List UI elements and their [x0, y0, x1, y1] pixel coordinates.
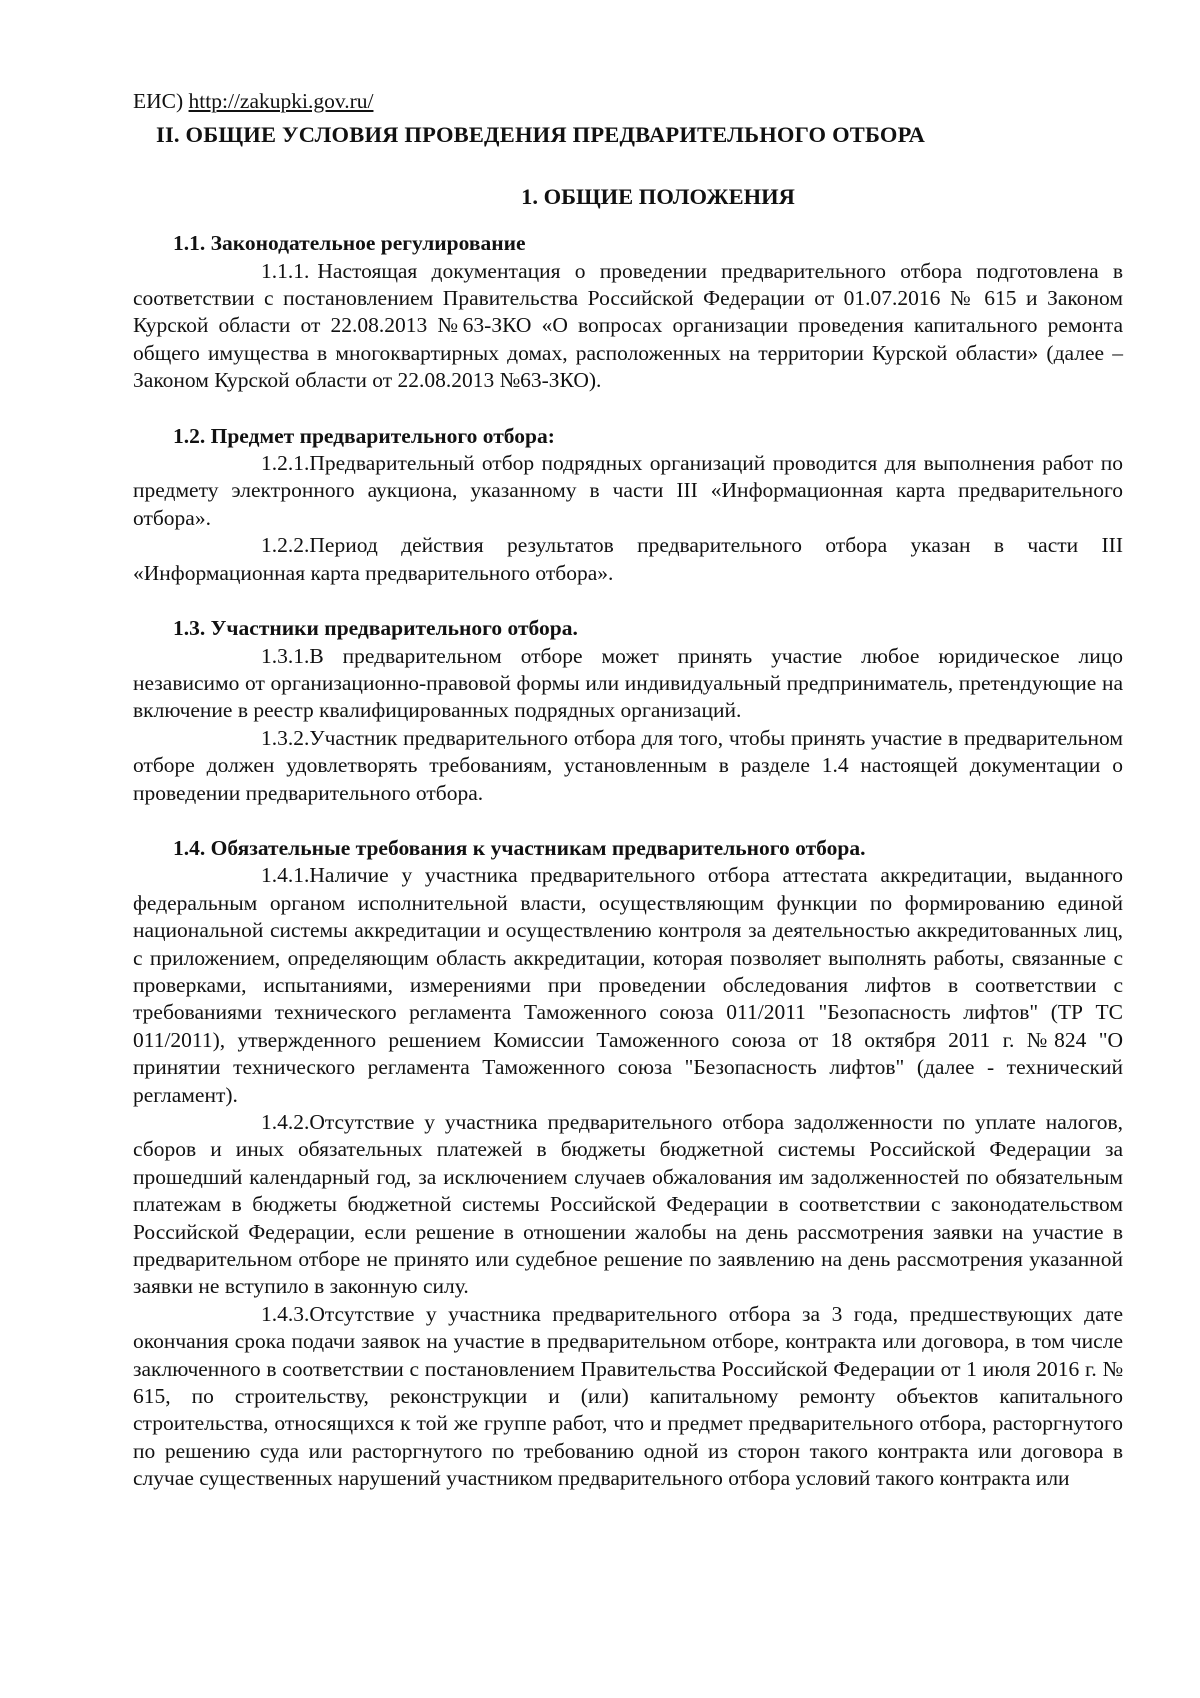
- header-prefix: ЕИС): [133, 89, 189, 113]
- part-title: II. ОБЩИЕ УСЛОВИЯ ПРОВЕДЕНИЯ ПРЕДВАРИТЕЛЬНОГО ОТБОРА: [156, 122, 926, 148]
- clause-number: 1.1.1.: [261, 258, 310, 283]
- eis-link[interactable]: http://zakupki.gov.ru/: [188, 89, 374, 113]
- clause-number: 1.4.2.: [261, 1110, 310, 1134]
- clause-text: Отсутствие у участника предварительного отбора за 3 года, предшествующих дате окончания срока подачи заявок на участие в предварительном отборе, контракта или договора, в том числе заключенного в соответствии с постановлением Правительства Российской Федерации от 1 июля 2016 г. № 615, по строительству, реконструкции и (или) капитальному ремонту объектов капитального строительства, относящихся к той же группе работ, что и предмет предварительного отбора, расторгнутого по решению суда или расторгнутого по требованию одной из сторон такого контракта или договора в случае существенных нарушений участником предварительного отбора условий такого контракта или: [133, 1301, 1123, 1491]
- document-content: [133, 88, 1123, 1493]
- clause-text: Период действия результатов предварительного отбора указан в части III «Информационная карта предварительного отбора».: [133, 533, 1123, 585]
- section-title: 1.3. Участники предварительного отбора.: [173, 616, 578, 641]
- clause-number: 1.4.3.: [261, 1301, 310, 1326]
- chapter-title: 1. ОБЩИЕ ПОЛОЖЕНИЯ: [521, 183, 795, 209]
- section-requirements: [133, 835, 1123, 1493]
- clause-1-2-1: [133, 450, 1123, 532]
- clause-text: Предварительный отбор подрядных организаций проводится для выполнения работ по предмету электронного аукциона, указанному в части III «Информационная карта предварительного отбора».: [133, 451, 1123, 530]
- clause-1-3-1: [133, 643, 1123, 725]
- clause-1-4-1: [133, 862, 1123, 1109]
- clause-text: Настоящая документация о проведении предварительного отбора подготовлена в соответствии с постановлением Правительства Российской Федерации от 01.07.2016 № 615 и Законом Курской области от 22.08.2013 №63-ЗКО «О вопросах организации проведения капитального ремонта общего имущества в многоквартирных домах, расположенных на территории Курской области» (далее – Законом Курской области от 22.08.2013 №63-ЗКО).: [133, 258, 1123, 393]
- section-legal-regulation: [133, 230, 1123, 394]
- section-participants: [133, 615, 1123, 807]
- clause-1-2-2: [133, 532, 1123, 587]
- section-title: 1.2. Предмет предварительного отбора:: [173, 423, 555, 448]
- clause-number: 1.4.1.: [261, 863, 310, 888]
- clause-number: 1.3.2.: [261, 725, 310, 750]
- clause-text: Отсутствие у участника предварительного отбора задолженности по уплате налогов, сборов и иных обязательных платежей в бюджеты бюджетной системы Российской Федерации за прошедший календарный год, за исключением случаев обжалования им задолженностей по обязательным платежам в бюджеты бюджетной системы Российской Федерации в соответствии с законодательством Российской Федерации, если решение в отношении жалобы на день рассмотрения заявки на участие в предварительном отборе не принято или судебное решение по заявлению на день рассмотрения указанной заявки не вступило в законную силу.: [133, 1110, 1123, 1299]
- clause-text: В предварительном отборе может принять участие любое юридическое лицо независимо от организационно-правовой формы или индивидуальный предприниматель, претендующие на включение в реестр квалифицированных подрядных организаций.: [133, 643, 1123, 723]
- clause-number: 1.3.1.: [261, 643, 310, 668]
- section-title: 1.4. Обязательные требования к участникам предварительного отбора.: [173, 835, 866, 860]
- clause-1-4-3: [133, 1301, 1123, 1493]
- header-line: [133, 88, 1123, 115]
- clause-text: Наличие у участника предварительного отбора аттестата аккредитации, выданного федеральным органом исполнительной власти, осуществляющим функции по формированию единой национальной системы аккредитации и осуществлению контроля за деятельностью аккредитованных лиц, с приложением, определяющим область аккредитации, которая позволяет выполнять работы, связанные с проверками, испытаниями, измерениями при проведении обследования лифтов в соответствии с требованиями технического регламента Таможенного союза 011/2011 "Безопасность лифтов" (ТР ТС 011/2011), утвержденного решением Комиссии Таможенного союза от 18 октября 2011 г. №824 "О принятии технического регламента Таможенного союза "Безопасность лифтов" (далее - технический регламент).: [133, 863, 1123, 1107]
- clause-1-3-2: [133, 725, 1123, 807]
- section-subject: [133, 423, 1123, 587]
- clause-1-1-1: [133, 258, 1123, 395]
- clause-1-4-2: [133, 1109, 1123, 1301]
- clause-number: 1.2.1.: [261, 451, 310, 476]
- clause-text: Участник предварительного отбора для того, чтобы принять участие в предварительном отборе должен удовлетворять требованиям, установленным в разделе 1.4 настоящей документации о проведении предварительного отбора.: [133, 725, 1123, 805]
- clause-number: 1.2.2.: [261, 533, 310, 558]
- section-title: 1.1. Законодательное регулирование: [173, 231, 526, 256]
